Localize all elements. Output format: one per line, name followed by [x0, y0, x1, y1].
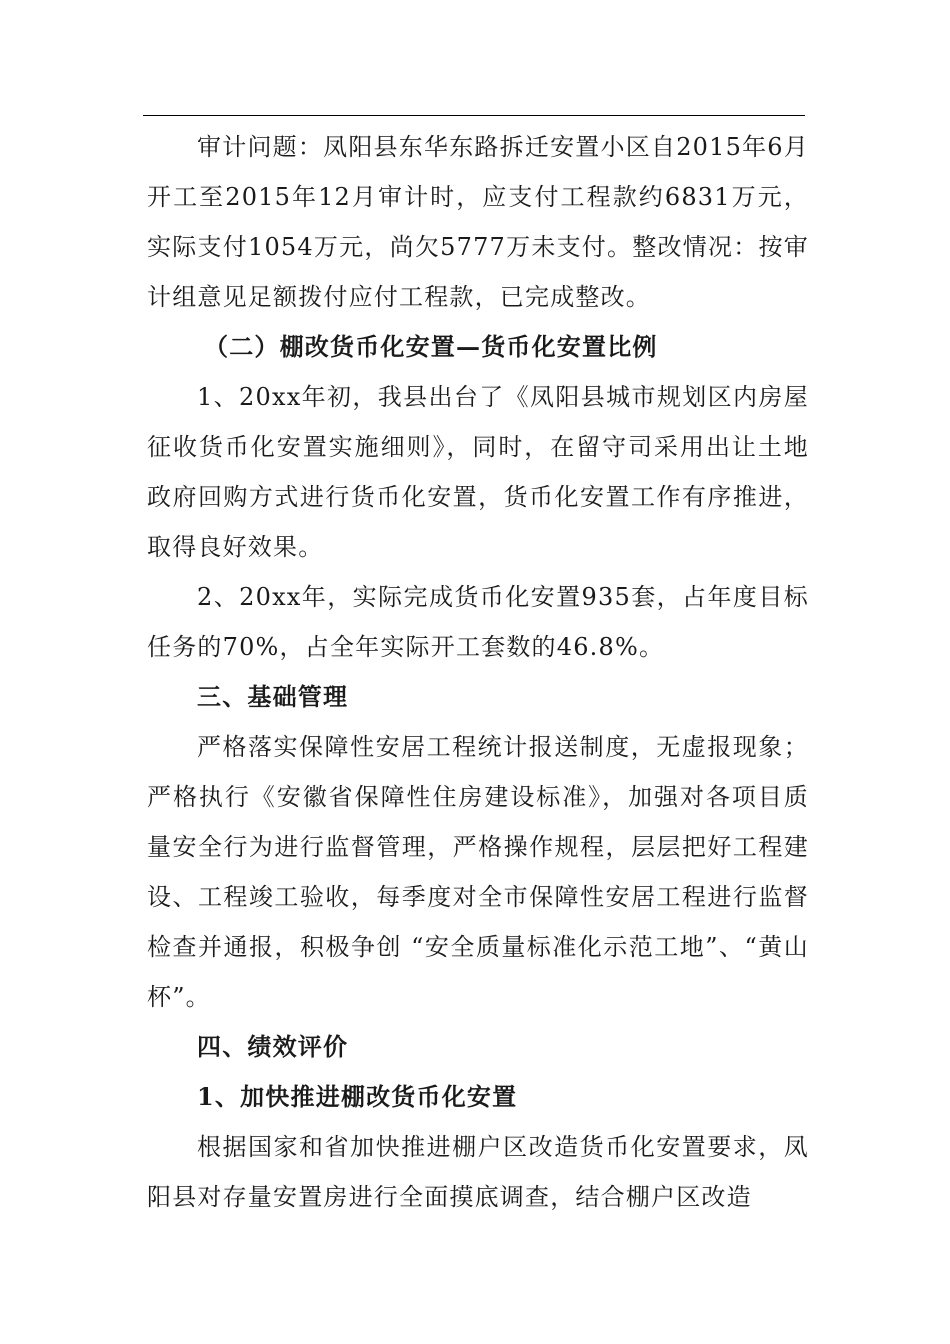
paragraph-national-requirement: 根据国家和省加快推进棚户区改造货币化安置要求，凤阳县对存量安置房进行全面摸底调查，结合棚户区改造 [147, 1133, 809, 1211]
paragraph-item-1: 1、20xx年初，我县出台了《凤阳县城市规划区内房屋征收货币化安置实施细则》，同时，在留守司采用出让土地政府回购方式进行货币化安置，货币化安置工作有序推进，取得良好效果。 [147, 383, 809, 561]
heading-section-4: 四、绩效评价 [197, 1032, 349, 1061]
heading-section-2: （二）棚改货币化安置—货币化安置比例 [204, 332, 658, 361]
heading-sub-1: 1、加快推进棚改货币化安置 [197, 1082, 518, 1111]
paragraph-basic-management: 严格落实保障性安居工程统计报送制度，无虚报现象；严格执行《安徽省保障性住房建设标准》，加强对各项目质量安全行为进行监督管理，严格操作规程，层层把好工程建设、工程竣工验收，每季度对全市保障性安居工程进行监督检查并通报，积极争创 “安全质量标准化示范工地”、“黄山杯”。 [147, 733, 809, 1011]
heading-section-3: 三、基础管理 [197, 682, 349, 711]
document-body [147, 122, 809, 1222]
paragraph-item-2: 2、20xx年，实际完成货币化安置935套，占年度目标任务的70%，占全年实际开工套数的46.8%。 [147, 583, 809, 661]
paragraph-audit-issue: 审计问题：凤阳县东华东路拆迁安置小区自2015年6月开工至2015年12月审计时，应支付工程款约6831万元，实际支付1054万元，尚欠5777万未支付。整改情况：按审计组意见足额拨付应付工程款，已完成整改。 [147, 133, 809, 311]
header-rule [143, 115, 805, 116]
